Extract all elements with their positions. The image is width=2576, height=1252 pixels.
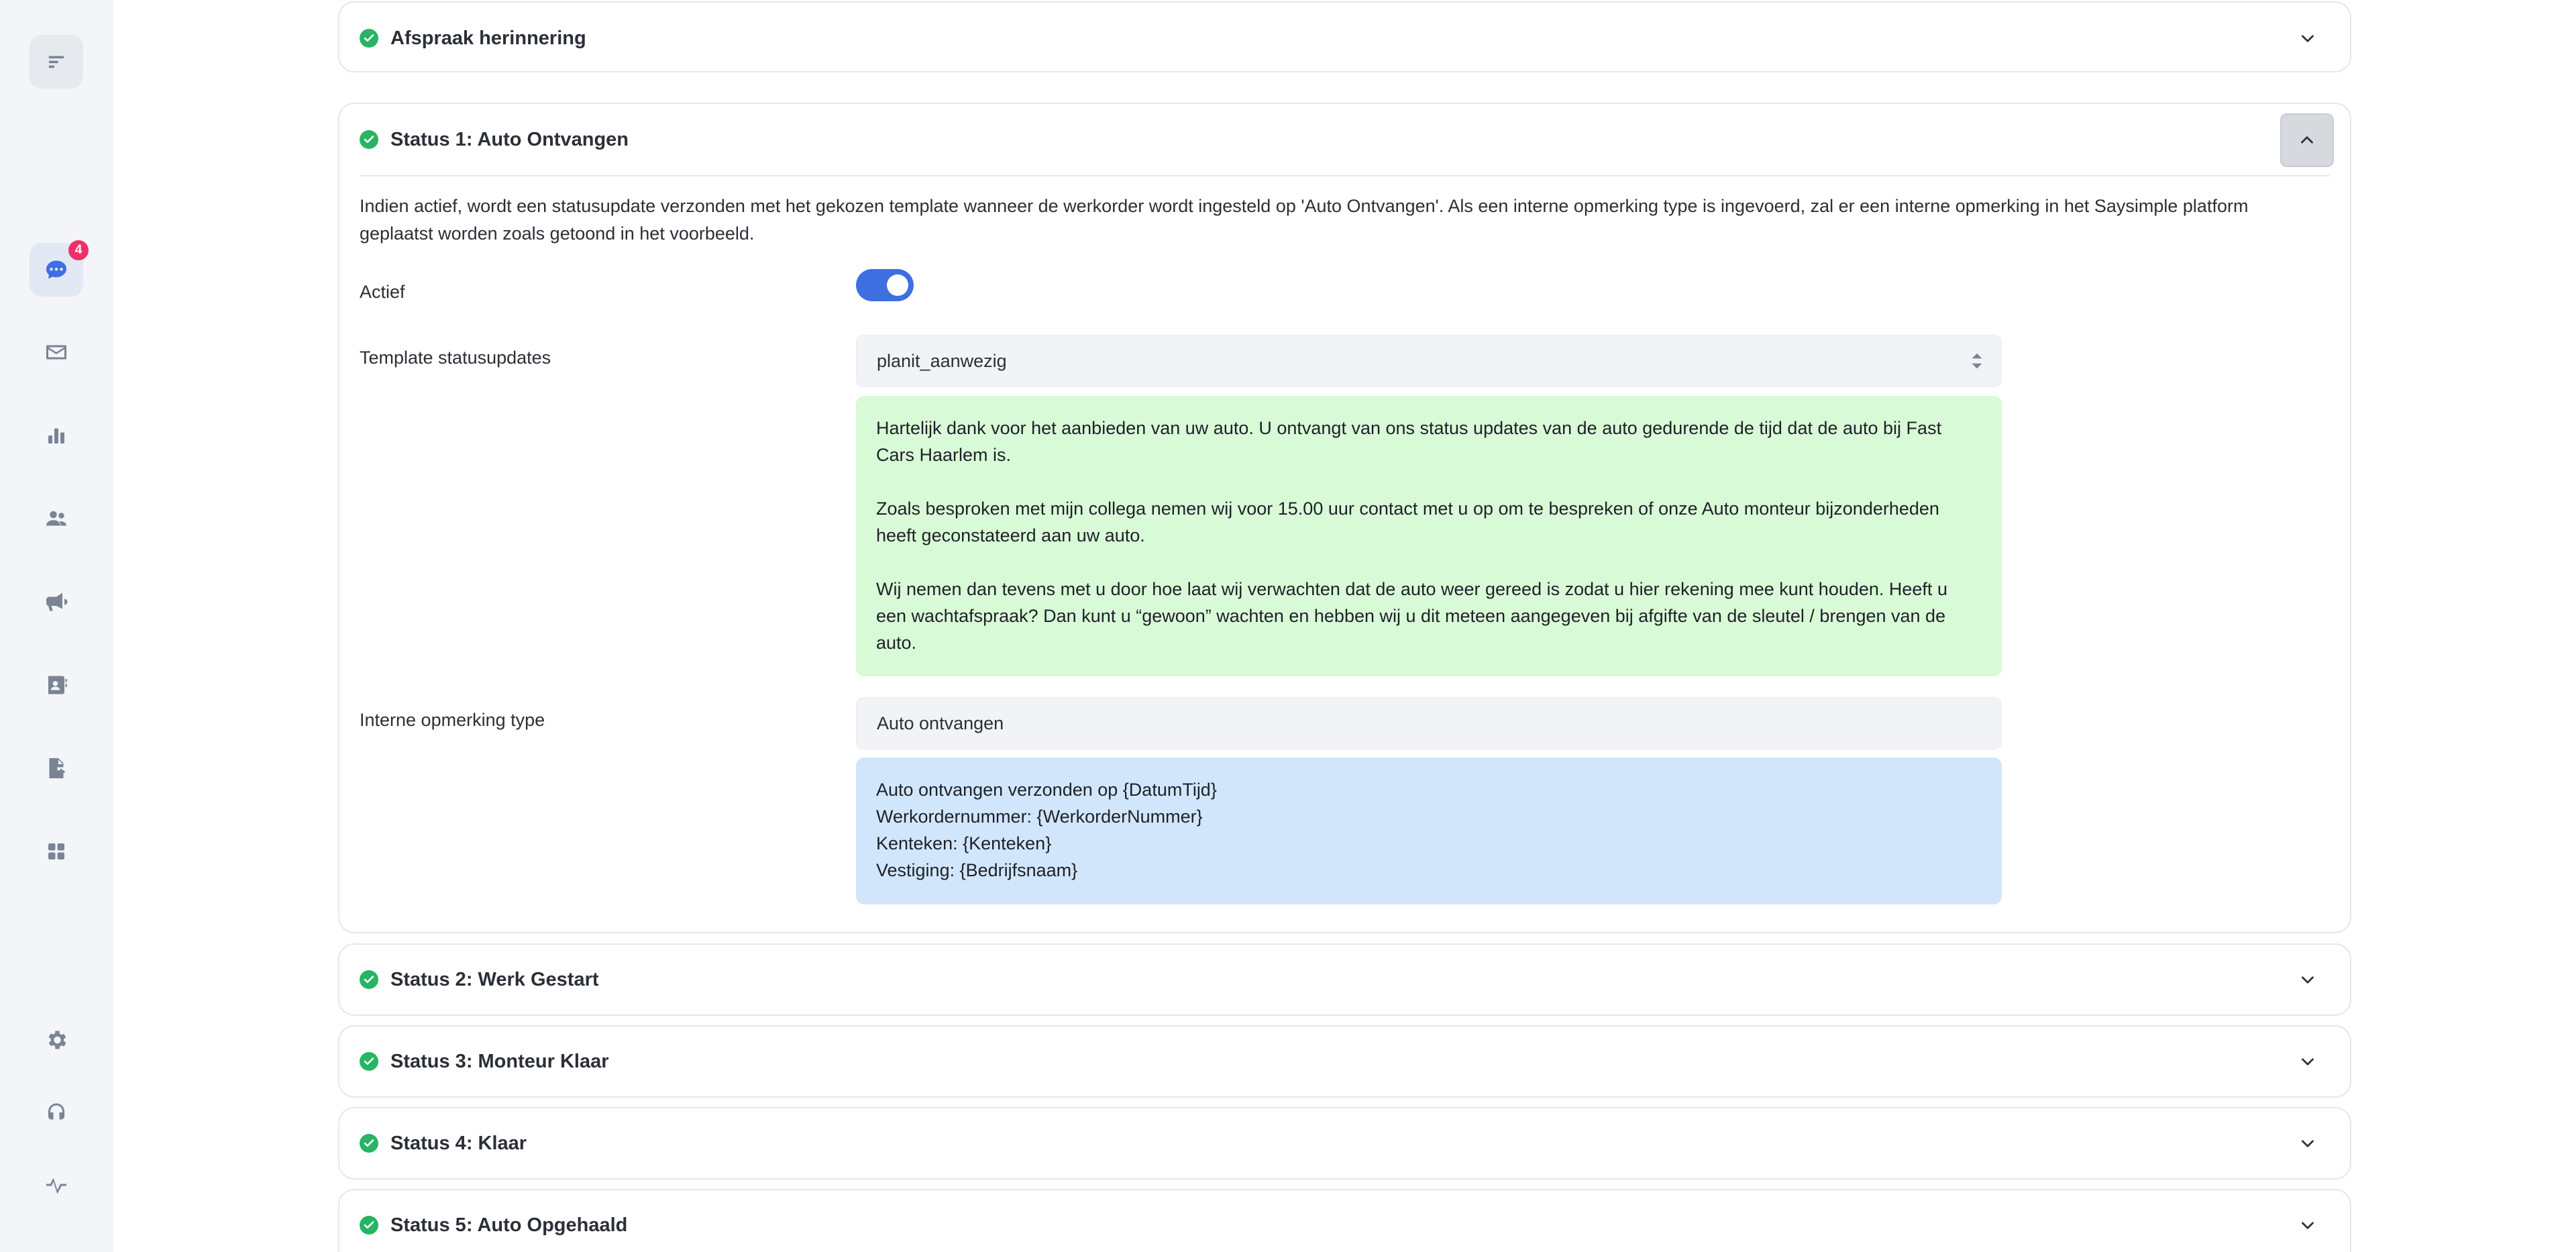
panel-status-1 [338, 103, 2351, 933]
check-icon [360, 130, 378, 149]
headset-icon[interactable] [30, 1086, 83, 1139]
bar-chart-icon[interactable] [30, 409, 83, 462]
actief-toggle[interactable] [856, 269, 914, 301]
template-preview [856, 396, 2002, 676]
chat-icon[interactable] [30, 243, 83, 297]
chevron-down-icon[interactable] [2295, 1131, 2320, 1156]
menu-icon[interactable] [30, 35, 83, 89]
toggle-knob [887, 274, 908, 296]
sidebar [0, 0, 113, 1252]
export-icon[interactable] [30, 741, 83, 795]
note-type-input[interactable] [856, 697, 2002, 749]
check-icon [360, 970, 378, 989]
note-line: Kenteken: {Kenteken} [876, 833, 1052, 853]
panel-header[interactable] [339, 3, 2350, 74]
template-label: Template statusupdates [360, 348, 551, 368]
panel-title: Status 4: Klaar [390, 1132, 527, 1154]
actief-label: Actief [360, 282, 405, 302]
panel-header[interactable] [339, 1027, 2350, 1096]
template-select[interactable] [856, 335, 2002, 387]
panel-status-4 [338, 1107, 2351, 1180]
check-icon [360, 1216, 378, 1235]
status-description: Indien actief, wordt een statusupdate verzonden met het gekozen template wanneer de werkorder wordt ingesteld op 'Auto Ontvangen'. Als een interne opmerking type is ingevoerd, zal er een interne opmerking in het Saysimple platform geplaatst worden zoals getoond in het voorbeeld. [360, 196, 2249, 244]
panel-status-3 [338, 1025, 2351, 1098]
preview-paragraph: Hartelijk dank voor het aanbieden van uw auto. U ontvangt van ons status updates van de auto gedurende de tijd dat de auto bij Fast Cars Haarlem is. [876, 418, 1942, 465]
note-line: Auto ontvangen verzonden op {DatumTijd} [876, 780, 1217, 800]
note-line: Vestiging: {Bedrijfsnaam} [876, 860, 1078, 880]
preview-paragraph: Zoals besproken met mijn collega nemen wij voor 15.00 uur contact met u op om te bespreken of onze Auto monteur bijzonderheden heeft geconstateerd aan uw auto. [876, 499, 1939, 545]
chevron-down-icon[interactable] [2295, 967, 2320, 992]
panel-status-5 [338, 1189, 2351, 1252]
chevron-down-icon[interactable] [2295, 1049, 2320, 1074]
panel-afspraak-herinnering [338, 1, 2351, 72]
megaphone-icon[interactable] [30, 575, 83, 629]
check-icon [360, 29, 378, 48]
panel-title: Status 3: Monteur Klaar [390, 1050, 609, 1072]
panel-header[interactable] [339, 1190, 2350, 1252]
notification-badge: 4 [68, 240, 89, 260]
check-icon [360, 1134, 378, 1153]
select-arrows-icon [1970, 351, 1984, 371]
note-type-value: Auto ontvangen [877, 713, 1004, 733]
activity-icon[interactable] [30, 1158, 83, 1212]
check-icon [360, 1052, 378, 1071]
note-line: Werkordernummer: {WerkorderNummer} [876, 806, 1203, 827]
contacts-icon[interactable] [30, 658, 83, 712]
panel-header[interactable] [339, 945, 2350, 1014]
chevron-down-icon[interactable] [2295, 25, 2320, 51]
chevron-up-icon [2298, 132, 2316, 149]
panel-header[interactable] [339, 1108, 2350, 1178]
gear-icon[interactable] [30, 1013, 83, 1067]
collapse-button[interactable] [2280, 113, 2334, 167]
panel-header[interactable] [339, 104, 2350, 175]
apps-icon[interactable] [30, 825, 83, 878]
users-icon[interactable] [30, 492, 83, 545]
divider [360, 175, 2330, 176]
panel-title: Status 1: Auto Ontvangen [390, 128, 629, 150]
mail-icon[interactable] [30, 325, 83, 379]
panel-status-2 [338, 943, 2351, 1016]
panel-title: Afspraak herinnering [390, 27, 586, 49]
panel-title: Status 2: Werk Gestart [390, 968, 599, 990]
template-select-value: planit_aanwezig [877, 350, 1007, 371]
preview-paragraph: Wij nemen dan tevens met u door hoe laat wij verwachten dat de auto weer gereed is zodat u hier rekening mee kunt houden. Heeft u een wachtafspraak? Dan kunt u “gewoon” wachten en hebben wij u dit meteen aangegeven bij afgifte van de sleutel / brengen van de auto. [876, 579, 1947, 653]
panel-title: Status 5: Auto Opgehaald [390, 1214, 628, 1236]
chevron-down-icon[interactable] [2295, 1212, 2320, 1238]
note-type-label: Interne opmerking type [360, 710, 545, 730]
note-preview [856, 758, 2002, 904]
